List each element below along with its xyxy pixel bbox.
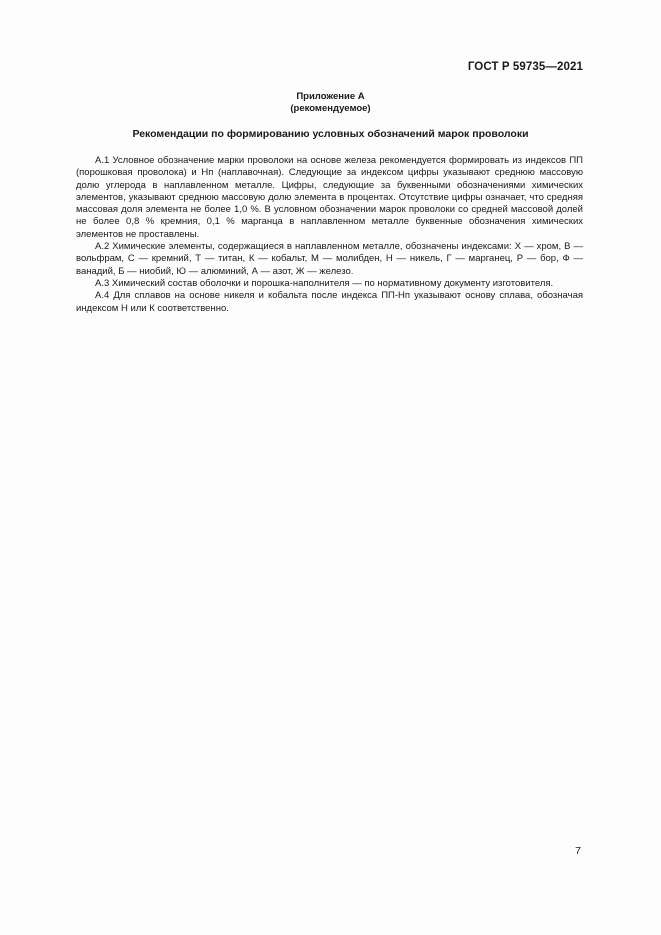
appendix-subtitle: (рекомендуемое) xyxy=(290,103,371,114)
document-number: ГОСТ Р 59735—2021 xyxy=(467,61,583,73)
paragraph-a2: А.2 Химические элементы, содержащиеся в наплавленном металле, обозначены индексами: Х — хром, В — вольфрам, С — кремний, Т — титан, К — кобальт, М — молибден, Н — никель, Г — марганец, Р — бор, Ф — ванадий, Б — ниобий, Ю — алюминий, А — азот, Ж — железо. xyxy=(76,241,583,277)
paragraph-a3: А.3 Химический состав оболочки и порошка-наполнителя — по нормативному документу изготовителя. xyxy=(95,277,554,289)
page-number: 7 xyxy=(575,845,581,857)
section-heading: Рекомендации по формированию условных обозначений марок проволоки xyxy=(132,128,529,140)
paragraph-a1: А.1 Условное обозначение марки проволоки на основе железа рекомендуется формировать из индексов ПП (порошковая проволока) и Нп (наплавочная). Следующие за индексом цифры указывают среднюю массовую долю углерода в наплавленном металле. Цифры, следующие за буквенными обозначениями химических элементов, указывают среднюю массовую долю элемента в процентах. Отсутствие цифры означает, что средняя массовая доля элемента не более 1,0 %. В условном обозначении марок проволоки со средней массовой долей не более 0,8 % кремния, 0,1 % марганца в наплавленном металле буквенные обозначения химических элементов не проставлены. xyxy=(76,155,583,240)
body-text xyxy=(76,155,583,315)
paragraph-a4: А.4 Для сплавов на основе никеля и кобальта после индекса ПП-Нп указывают основу сплава, обозначая индексом Н или К соответственно. xyxy=(76,290,583,314)
appendix-title: Приложение А xyxy=(296,91,365,102)
